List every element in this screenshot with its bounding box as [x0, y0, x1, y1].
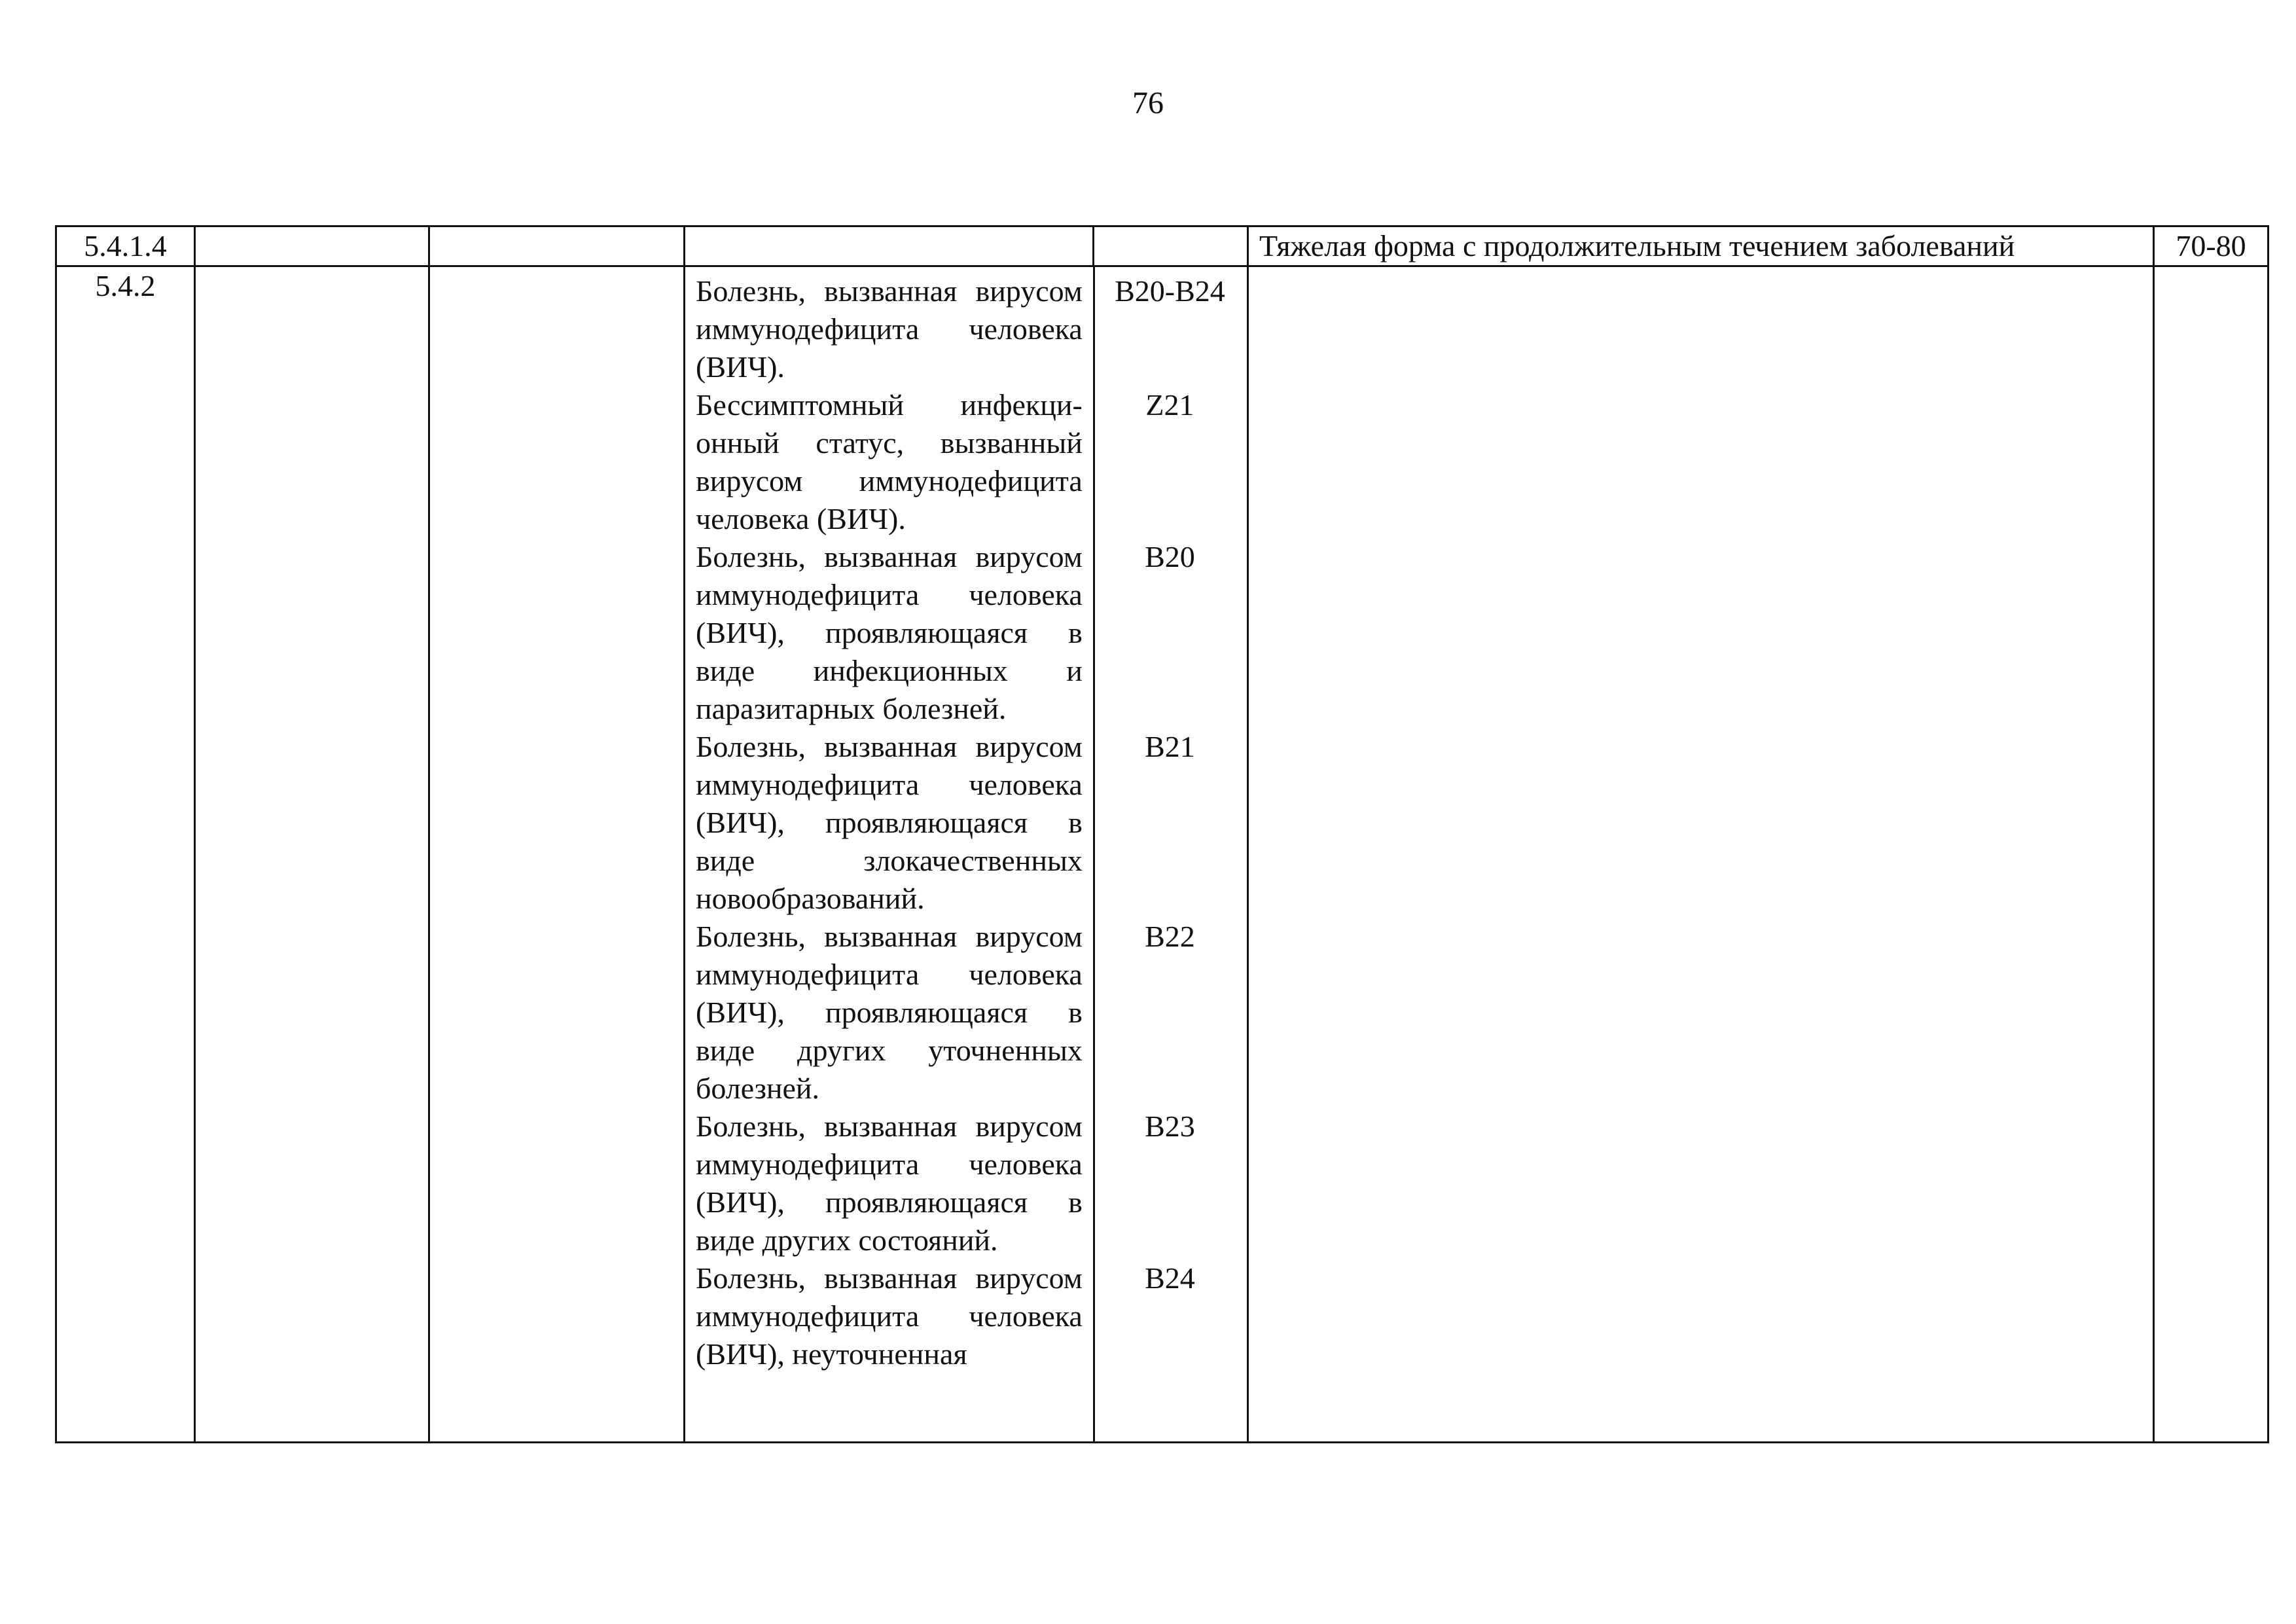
list-item — [685, 728, 1247, 918]
icd-code: B20 — [1145, 540, 1195, 573]
row-number: 5.4.2 — [56, 266, 195, 1443]
empty-cell — [1094, 226, 1248, 266]
icd-code: B23 — [1145, 1110, 1195, 1143]
empty-cell — [195, 266, 429, 1443]
list-item — [685, 918, 1247, 1108]
disease-name: Болезнь, вызванная вирусом иммунодефицита человека (ВИЧ), проявляющаяся в виде злокачественных новообразований. — [696, 730, 1083, 915]
disease-name: Болезнь, вызванная вирусом иммунодефицита человека (ВИЧ). — [696, 274, 1083, 384]
list-item — [685, 386, 1247, 538]
icd-code: B20-B24 — [1115, 274, 1225, 308]
empty-cell — [195, 226, 429, 266]
icd-code: B21 — [1145, 730, 1195, 763]
entry-list — [685, 272, 1247, 1373]
empty-cell — [2154, 266, 2269, 1443]
empty-cell — [1248, 266, 2154, 1443]
disease-name: Болезнь, вызванная вирусом иммунодефицита человека (ВИЧ), проявляющаяся в виде других состояний. — [696, 1110, 1083, 1257]
column-divider — [1093, 267, 1095, 1441]
percentage-value: 70-80 — [2154, 226, 2269, 266]
disease-name: Болезнь, вызванная вирусом иммунодефицита человека (ВИЧ), проявляющаяся в виде других уточненных болезней. — [696, 920, 1083, 1105]
table-row — [56, 226, 2269, 266]
list-item — [685, 272, 1247, 386]
document-table — [55, 225, 2269, 1443]
icd-code: B22 — [1145, 920, 1195, 953]
disease-name: Болезнь, вызванная вирусом иммунодефицита человека (ВИЧ), неуточненная — [696, 1261, 1083, 1371]
icd-code: Z21 — [1145, 388, 1194, 422]
disease-names-cell — [685, 266, 1248, 1443]
list-item — [685, 538, 1247, 728]
severity-description: Тяжелая форма с продолжительным течением заболеваний — [1248, 226, 2154, 266]
empty-cell — [429, 226, 685, 266]
disease-name: Болезнь, вызванная вирусом иммунодефицита человека (ВИЧ), проявляющаяся в виде инфекционных и паразитарных болезней. — [696, 540, 1083, 725]
page-number: 76 — [1132, 86, 1164, 120]
row-number: 5.4.1.4 — [56, 226, 195, 266]
table-row — [56, 266, 2269, 1443]
disease-name: Бессимптомный инфекционный статус, вызванный вирусом иммунодефицита человека (ВИЧ). — [696, 388, 1083, 535]
empty-cell — [429, 266, 685, 1443]
list-item — [685, 1259, 1247, 1373]
empty-cell — [685, 226, 1094, 266]
icd-code: B24 — [1145, 1261, 1195, 1295]
list-item — [685, 1108, 1247, 1259]
